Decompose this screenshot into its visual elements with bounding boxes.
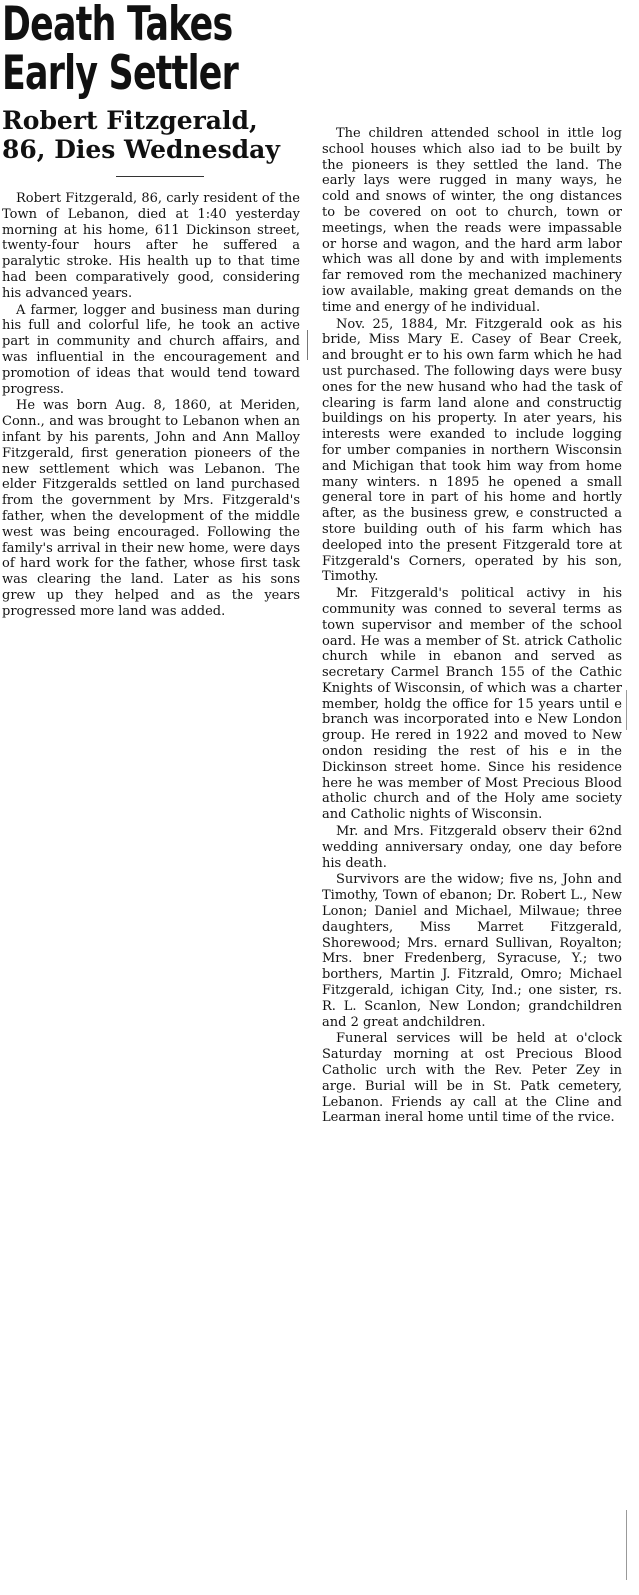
headline-line-1: Death Takes [2, 0, 233, 52]
subheadline-line-2: 86, Dies Wednesday [2, 135, 280, 164]
article-paragraph: Survivors are the widow; five ns, John and Timothy, Town of ebanon; Dr. Robert L., New Lonon; Daniel and Michael, Milwaue; three daughters, Miss Marret Fitzgerald, Shorewood; Mrs. ernard Sullivan, Royalton; Mrs. bner Fredenberg, Syracuse, Y.; two borthers, Martin J. Fitzrald, Omro; Michael Fitzgerald, ichigan City, Ind.; one sister, rs. R. L. Scanlon, New London; grandchildren and 2 great andchildren. [322, 872, 622, 1030]
article-paragraph: Funeral services will be held at o'clock Saturday morning at ost Precious Blood Catholic urch with the Rev. Peter Zey in arge. Burial will be in St. Patk cemetery, Lebanon. Friends ay call at the Cline and Learman ineral home until time of the rvice. [322, 1031, 622, 1126]
margin-mark [626, 690, 627, 730]
headline [2, 0, 239, 101]
right-column [322, 126, 622, 1126]
article-paragraph: A farmer, logger and business man during his full and colorful life, he took an active part in community and church affairs, and was influential in the encouragement and promotion of ideas that would tend toward progress. [2, 302, 300, 397]
article-paragraph: Nov. 25, 1884, Mr. Fitzgerald ook as his bride, Miss Mary E. Casey of Bear Creek, and brought er to his own farm which he had ust purchased. The following days were busy ones for the new husand who had the task of clearing is farm land alone and constructig buildings on his property. In ater years, his interests were exanded to include logging for umber companies in northern Wisconsin and Michigan that took him way from home many winters. n 1895 he opened a small general tore in part of his home and hortly after, as the business grew, e constructed a store building outh of his farm which has deeloped into the present Fitzgerald tore at Fitzgerald's Corners, operated by his son, Timothy. [322, 316, 622, 585]
subheadline-line-1: Robert Fitzgerald, [2, 106, 258, 135]
article-paragraph: Mr. Fitzgerald's political activy in his community was conned to several terms as town supervisor and member of the school oard. He was a member of St. atrick Catholic church while in ebanon and served as secretary Carmel Branch 155 of the Cathic Knights of Wisconsin, of which was a charter member, holdg the office for 15 years until e branch was incorporated into e New London group. He rered in 1922 and moved to New ondon residing the rest of his e in the Dickinson street home. Since his residence here he was member of Most Precious Blood atholic church and of the Holy ame society and Catholic nights of Wisconsin. [322, 586, 622, 823]
margin-mark [626, 1510, 627, 1580]
article-paragraph: Mr. and Mrs. Fitzgerald observ their 62nd wedding anniversary onday, one day before his death. [322, 824, 622, 871]
article-paragraph: Robert Fitzgerald, 86, carly resident of the Town of Lebanon, died at 1:40 yesterday morning at his home, 611 Dickinson street, twenty-four hours after he suffered a paralytic stroke. His health up to that time had been comparatively good, considering his advanced years. [2, 191, 300, 301]
headline-line-2: Early Settler [2, 46, 239, 101]
article-paragraph: The children attended school in ittle log school houses which also iad to be built by the pioneers is they settled the land. The early lays were rugged in many ways, he cold and snows of winter, the ong distances to be covered on oot to church, town or meetings, when the reads were impassable or horse and wagon, and the hard arm labor which was all done by and with implements far removed rom the mechanized machinery iow available, making great demands on the time and energy of he individual. [322, 126, 622, 315]
subheadline [2, 106, 300, 164]
article-paragraph: He was born Aug. 8, 1860, at Meriden, Conn., and was brought to Lebanon when an infant by his parents, John and Ann Malloy Fitzgerald, first generation pioneers of the new settlement which was Lebanon. The elder Fitzgeralds settled on land purchased from the government by Mrs. Fitzgerald's father, when the development of the middle west was being encouraged. Following the family's arrival in their new home, were days of hard work for the father, whose first task was clearing the land. Later as his sons grew up they helped and as the years progressed more land was added. [2, 398, 300, 619]
left-column [2, 0, 300, 620]
column-divider [307, 330, 308, 360]
separator-rule [116, 176, 204, 177]
